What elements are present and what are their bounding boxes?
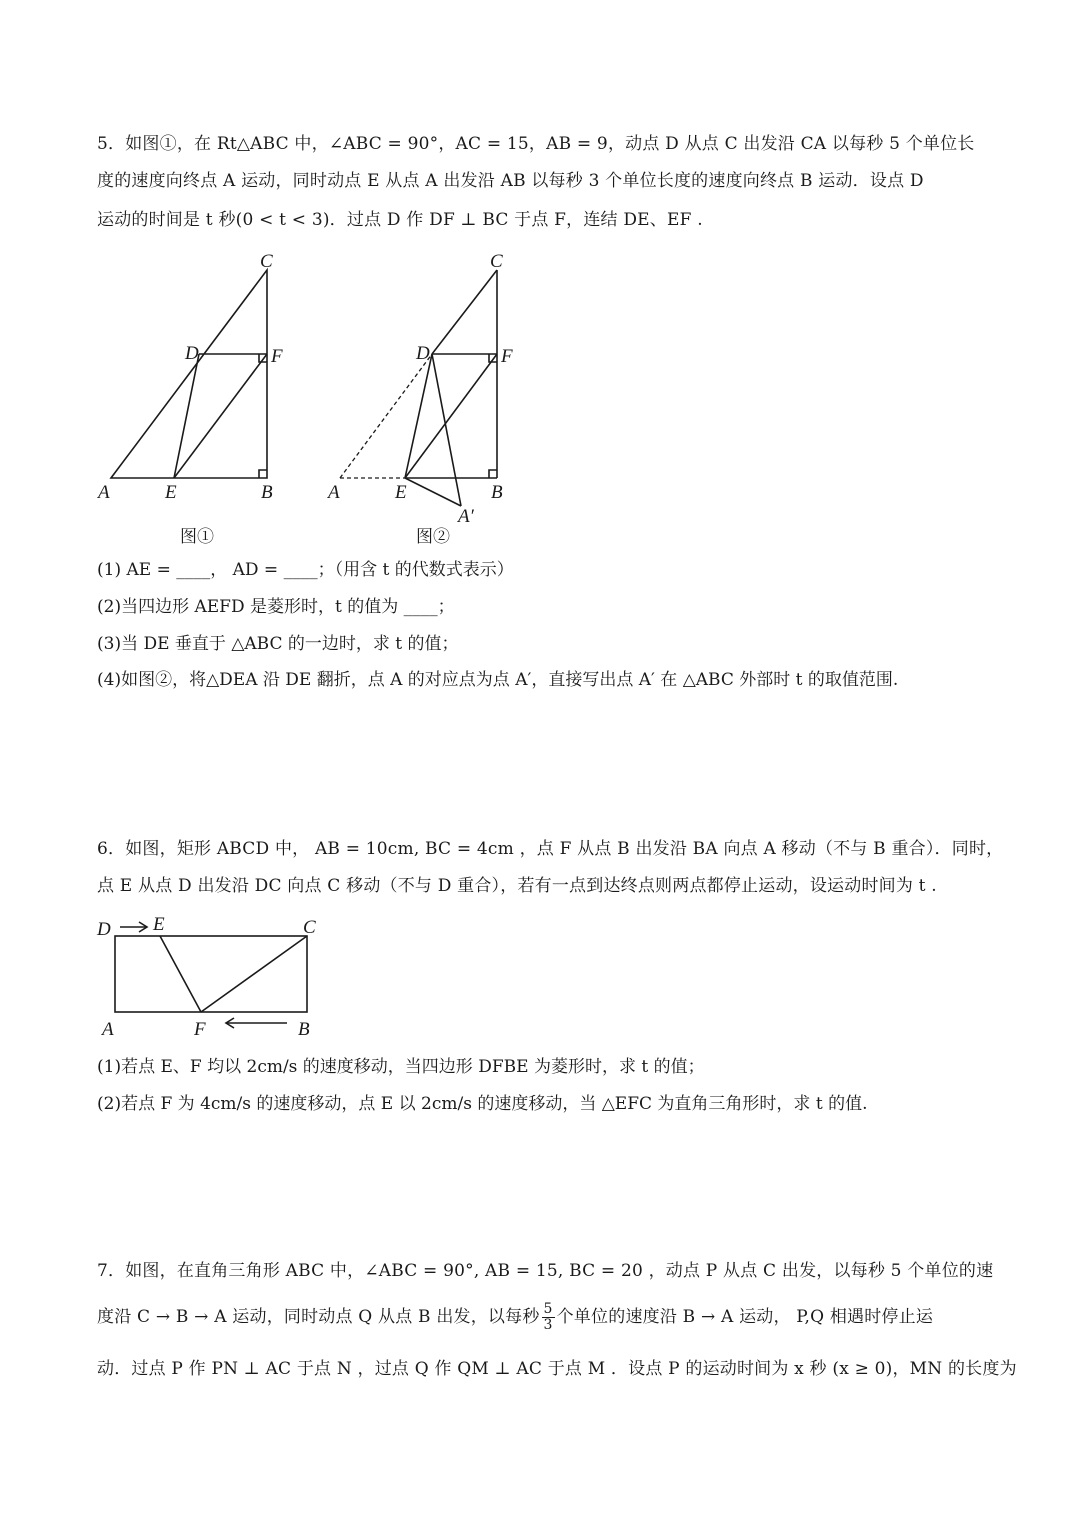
fig2-label-a-prime: A′: [458, 506, 474, 527]
figure1-caption: 图①: [180, 527, 214, 547]
problem5-q4: (4)如图②，将△DEA 沿 DE 翻折，点 A 的对应点为点 A′，直接写出点 A′ 在 △ABC 外部时 t 的取值范围.: [97, 670, 899, 690]
fig6-label-b: B: [298, 1019, 310, 1040]
problem7-line2-post: 个单位的速度沿 B → A 运动， P,Q 相遇时停止运: [556, 1307, 934, 1327]
fraction-denominator: 3: [543, 1317, 553, 1333]
problem5-line3: 运动的时间是 t 秒(0 < t < 3)．过点 D 作 DF ⊥ BC 于点 F，连结 DE、EF .: [97, 210, 703, 230]
problem5-line2: 度的速度向终点 A 运动，同时动点 E 从点 A 出发沿 AB 以每秒 3 个单位长度的速度向终点 B 运动．设点 D: [97, 171, 924, 191]
segment-ef6: [160, 936, 201, 1012]
fig6-label-e: E: [153, 914, 165, 935]
fig6-label-c: C: [303, 917, 316, 938]
figure2-caption: 图②: [416, 527, 450, 547]
problem6-q2: (2)若点 F 为 4cm/s 的速度移动，点 E 以 2cm/s 的速度移动，当 △EFC 为直角三角形时，求 t 的值.: [97, 1094, 868, 1114]
fig2-label-f: F: [501, 346, 513, 367]
problem6-line1: 6．如图，矩形 ABCD 中， AB = 10cm, BC = 4cm ，点 F 从点 B 出发沿 BA 向点 A 移动（不与 B 重合）．同时，: [97, 839, 1004, 859]
fig1-label-f: F: [271, 346, 283, 367]
fig2-label-a: A: [328, 482, 340, 503]
problem5-q1: (1) AE = ____， AD = ____；（用含 t 的代数式表示）: [97, 560, 514, 580]
fig6-label-f: F: [194, 1019, 206, 1040]
problem6-q1: (1)若点 E、F 均以 2cm/s 的速度移动，当四边形 DFBE 为菱形时，求 t 的值；: [97, 1057, 705, 1077]
fig2-label-e: E: [395, 482, 407, 503]
problem7-line2-pre: 度沿 C → B → A 运动，同时动点 Q 从点 B 出发，以每秒: [97, 1307, 540, 1327]
fraction-five-thirds: [542, 1302, 555, 1333]
fig1-label-d: D: [185, 343, 199, 364]
problem5-q2: (2)当四边形 AEFD 是菱形时，t 的值为 ____；: [97, 597, 455, 617]
fig6-label-d: D: [97, 919, 111, 940]
rectangle-abcd: [115, 936, 307, 1012]
fraction-numerator: 5: [543, 1301, 553, 1317]
problem5-q3: (3)当 DE 垂直于 △ABC 的一边时，求 t 的值；: [97, 634, 459, 654]
fig2-label-c: C: [490, 251, 503, 272]
problem5-line1: 5．如图①，在 Rt△ABC 中，∠ABC = 90°，AC = 15，AB = 9，动点 D 从点 C 出发沿 CA 以每秒 5 个单位长: [97, 134, 975, 154]
fig1-label-b: B: [261, 482, 273, 503]
fig2-label-b: B: [491, 482, 503, 503]
problem7-line2: [97, 1302, 988, 1333]
problem7-line3: 动．过点 P 作 PN ⊥ AC 于点 N ，过点 Q 作 QM ⊥ AC 于点 M ．设点 P 的运动时间为 x 秒 (x ≥ 0)，MN 的长度为: [97, 1359, 1017, 1379]
problem6-line2: 点 E 从点 D 出发沿 DC 向点 C 移动（不与 D 重合），若有一点到达终点则两点都停止运动，设运动时间为 t .: [97, 876, 937, 896]
segment-fc6: [201, 936, 307, 1012]
fig1-label-e: E: [165, 482, 177, 503]
fig1-label-a: A: [98, 482, 110, 503]
fig2-label-d: D: [416, 343, 430, 364]
fig1-label-c: C: [260, 251, 273, 272]
problem7-line1: 7．如图，在直角三角形 ABC 中，∠ABC = 90°, AB = 15, BC = 20 ，动点 P 从点 C 出发，以每秒 5 个单位的速: [97, 1261, 994, 1281]
fig6-label-a: A: [102, 1019, 114, 1040]
